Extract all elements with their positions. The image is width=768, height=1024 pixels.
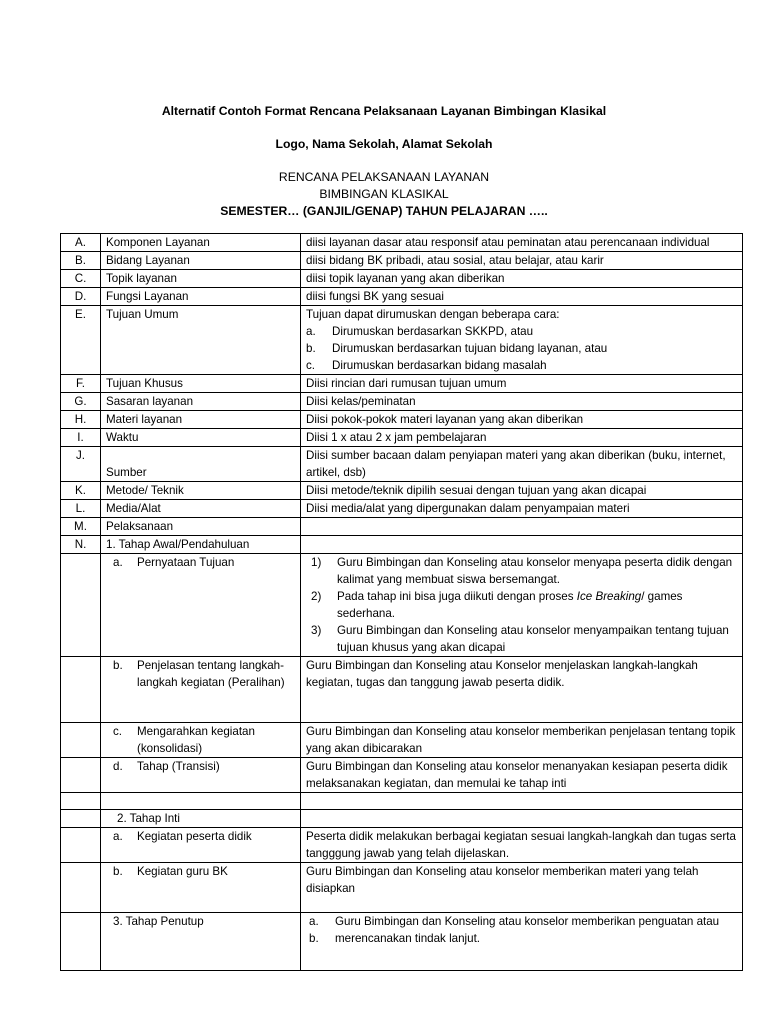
row-value: diisi bidang BK pribadi, atau sosial, atau belajar, atau karir	[301, 252, 743, 270]
step-label	[113, 657, 295, 691]
row-code: J.	[61, 447, 101, 482]
row-value	[301, 913, 743, 971]
row-value: Guru Bimbingan dan Konseling atau konselor memberikan materi yang telah disiapkan	[301, 863, 743, 913]
table-row	[61, 375, 743, 393]
list-item	[306, 357, 737, 374]
table-row	[61, 518, 743, 536]
step-label-text: Mengarahkan kegiatan (konsolidasi)	[137, 725, 255, 755]
row-code: L.	[61, 500, 101, 518]
list-marker: a.	[309, 915, 319, 928]
step-marker: a.	[113, 830, 123, 843]
list-marker: a.	[306, 325, 316, 338]
row-value: Diisi pokok-pokok materi layanan yang akan diberikan	[301, 411, 743, 429]
row-value: Diisi media/alat yang dipergunakan dalam penyampaian materi	[301, 500, 743, 518]
table-row	[61, 554, 743, 657]
list-item	[309, 554, 737, 588]
row-label: Komponen Layanan	[101, 234, 301, 252]
row-value-intro: Tujuan dapat dirumuskan dengan beberapa cara:	[306, 308, 560, 321]
row-value: diisi fungsi BK yang sesuai	[301, 288, 743, 306]
table-row	[61, 810, 743, 828]
row-code: H.	[61, 411, 101, 429]
list-item	[309, 913, 737, 930]
step-label	[113, 723, 295, 757]
row-label: Fungsi Layanan	[101, 288, 301, 306]
step-marker: c.	[113, 725, 123, 738]
row-value: Guru Bimbingan dan Konseling atau Konselor menjelaskan langkah-langkah kegiatan, tugas dan tanggung jawab peserta didik.	[301, 657, 743, 723]
list-marker: 2)	[311, 590, 322, 603]
table-row	[61, 429, 743, 447]
step-label	[113, 554, 295, 571]
row-label: Materi layanan	[101, 411, 301, 429]
row-code: I.	[61, 429, 101, 447]
ice-breaking-term: Ice Breaking	[576, 590, 642, 603]
table-row	[61, 234, 743, 252]
table-row	[61, 447, 743, 482]
row-label: Tujuan Umum	[101, 306, 301, 375]
row-code: M.	[61, 518, 101, 536]
list-text: Dirumuskan berdasarkan tujuan bidang layanan, atau	[332, 342, 608, 355]
list-text: Pada tahap ini bisa juga diikuti dengan proses Ice Breaking/ games sederhana.	[337, 590, 683, 620]
table-row	[61, 306, 743, 375]
list-marker: 1)	[311, 556, 322, 569]
table-row	[61, 793, 743, 810]
stage-heading: 2. Tahap Inti	[101, 810, 301, 828]
row-label: Sasaran layanan	[101, 393, 301, 411]
table-row	[61, 411, 743, 429]
list-item	[309, 930, 737, 947]
list-text: Dirumuskan berdasarkan bidang masalah	[332, 359, 547, 372]
table-row	[61, 393, 743, 411]
plan-heading-line1: RENCANA PELAKSANAAN LAYANAN	[278, 170, 490, 184]
row-value: diisi topik layanan yang akan diberikan	[301, 270, 743, 288]
list-text: Dirumuskan berdasarkan SKKPD, atau	[332, 325, 534, 338]
row-label: Topik layanan	[101, 270, 301, 288]
table-row	[61, 270, 743, 288]
row-code: A.	[61, 234, 101, 252]
list-item	[309, 588, 737, 622]
row-code: E.	[61, 306, 101, 375]
table-row	[61, 913, 743, 971]
step-marker: a.	[113, 556, 123, 569]
step-marker: b.	[113, 659, 123, 672]
step-label-text: Kegiatan guru BK	[137, 865, 228, 878]
step-label-text: Tahap (Transisi)	[137, 760, 220, 773]
row-code: D.	[61, 288, 101, 306]
semester-line: SEMESTER… (GANJIL/GENAP) TAHUN PELAJARAN …..	[220, 204, 548, 218]
row-code: K.	[61, 482, 101, 500]
row-value: Diisi 1 x atau 2 x jam pembelajaran	[301, 429, 743, 447]
step-label-text: Pernyataan Tujuan	[137, 556, 235, 569]
stage-heading: 3. Tahap Penutup	[101, 913, 301, 971]
row-label: 1. Tahap Awal/Pendahuluan	[101, 536, 301, 554]
list-marker: b.	[306, 342, 316, 355]
row-value: Guru Bimbingan dan Konseling atau konselor menanyakan kesiapan peserta didik melaksanakan kegiatan, dan memulai ke tahap inti	[301, 758, 743, 793]
school-identity-line: Logo, Nama Sekolah, Alamat Sekolah	[275, 137, 493, 151]
row-label: Metode/ Teknik	[101, 482, 301, 500]
opening-steps-list	[309, 554, 737, 656]
list-marker: c.	[306, 359, 316, 372]
closing-steps-list	[309, 913, 737, 947]
row-value: Diisi metode/teknik dipilih sesuai dengan tujuan yang akan dicapai	[301, 482, 743, 500]
row-label: Bidang Layanan	[101, 252, 301, 270]
step-label	[113, 758, 295, 775]
list-marker: 3)	[311, 624, 322, 637]
goal-method-list	[306, 323, 737, 374]
table-row	[61, 657, 743, 723]
row-value: Diisi sumber bacaan dalam penyiapan materi yang akan diberikan (buku, internet, artikel, dsb)	[301, 447, 743, 482]
row-label: Sumber	[101, 447, 301, 482]
row-value: Peserta didik melakukan berbagai kegiatan sesuai langkah-langkah dan tugas serta tangggung jawab yang telah dijelaskan.	[301, 828, 743, 863]
plan-table	[60, 233, 743, 971]
step-label-text: Penjelasan tentang langkah-langkah kegiatan (Peralihan)	[137, 659, 285, 689]
list-item	[306, 323, 737, 340]
row-label: Media/Alat	[101, 500, 301, 518]
table-row	[61, 482, 743, 500]
row-label: Waktu	[101, 429, 301, 447]
list-text: Guru Bimbingan dan Konseling atau konselor menyapa peserta didik dengan kalimat yang membuat siswa bersemangat.	[337, 556, 733, 586]
table-row	[61, 758, 743, 793]
list-marker: b.	[309, 932, 319, 945]
table-row	[61, 723, 743, 758]
row-label: Tujuan Khusus	[101, 375, 301, 393]
step-label	[113, 828, 295, 845]
row-code: C.	[61, 270, 101, 288]
row-code: F.	[61, 375, 101, 393]
table-row	[61, 252, 743, 270]
step-label	[113, 863, 295, 880]
row-value	[301, 518, 743, 536]
row-value	[301, 554, 743, 657]
row-label: Pelaksanaan	[101, 518, 301, 536]
list-item	[309, 622, 737, 656]
table-row	[61, 863, 743, 913]
row-value: Diisi rincian dari rumusan tujuan umum	[301, 375, 743, 393]
table-row	[61, 288, 743, 306]
table-row	[61, 536, 743, 554]
row-value	[301, 536, 743, 554]
step-marker: b.	[113, 865, 123, 878]
list-text: Guru Bimbingan dan Konseling atau konselor memberikan penguatan atau	[335, 915, 720, 928]
table-row	[61, 500, 743, 518]
row-code: B.	[61, 252, 101, 270]
row-code: G.	[61, 393, 101, 411]
row-value	[301, 306, 743, 375]
step-label-text: Kegiatan peserta didik	[137, 830, 252, 843]
row-value: Guru Bimbingan dan Konseling atau konselor memberikan penjelasan tentang topik yang akan dibicarakan	[301, 723, 743, 758]
row-code: N.	[61, 536, 101, 554]
list-text: merencanakan tindak lanjut.	[335, 932, 481, 945]
row-value: diisi layanan dasar atau responsif atau peminatan atau perencanaan individual	[301, 234, 743, 252]
row-value: Diisi kelas/peminatan	[301, 393, 743, 411]
plan-heading-line2: BIMBINGAN KLASIKAL	[319, 187, 449, 201]
document-title: Alternatif Contoh Format Rencana Pelaksanaan Layanan Bimbingan Klasikal	[161, 104, 607, 118]
list-text: Guru Bimbingan dan Konseling atau konselor menyampaikan tentang tujuan tujuan khusus yang akan dicapai	[337, 624, 729, 654]
step-marker: d.	[113, 760, 123, 773]
table-row	[61, 828, 743, 863]
list-item	[306, 340, 737, 357]
